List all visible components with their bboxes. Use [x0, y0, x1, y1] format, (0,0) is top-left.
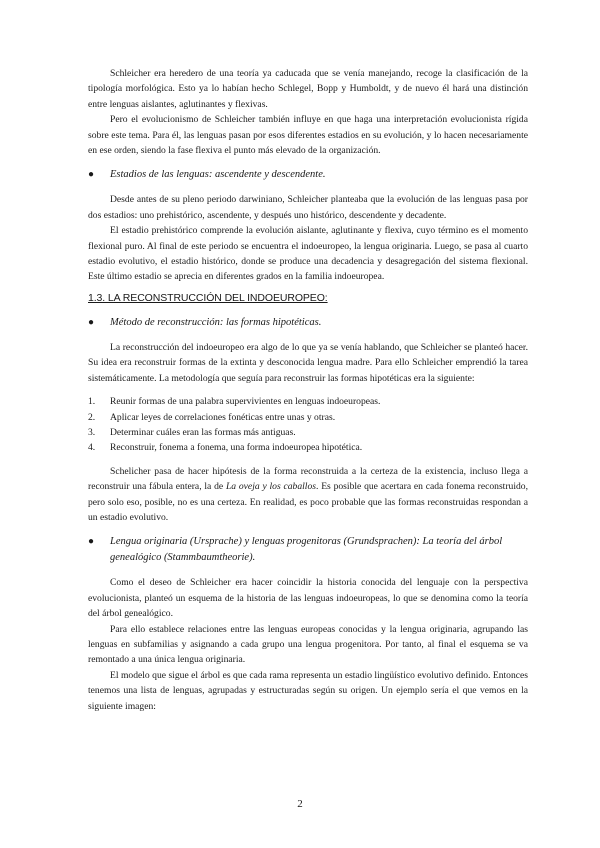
bullet-heading [88, 167, 528, 183]
bullet-heading [88, 315, 528, 331]
list-item: 3. Determinar cuáles eran las formas más antiguas. [88, 426, 296, 438]
paragraph: Pero el evolucionismo de Schleicher también influye en que haga una interpretación evolucionista rígida sobre este tema. Para él, las lenguas pasan por esos diferentes estadios en su evolución, y lo hacen necesariamente en ese orden, siendo la fase flexiva el punto más elevado de la organización. [88, 114, 528, 157]
paragraph: El estadio prehistórico comprende la evolución aislante, aglutinante y flexiva, cuyo término es el momento flexional puro. Al final de este periodo se encuentra el indoeuropeo, la lengua originaria. Luego, se pasa al cuarto estadio evolutivo, el estadio histórico, donde se produce una decadencia y desagregación del sistema flexional. Este último estadio se aprecia en diferentes grados en la familia indoeuropea. [88, 225, 528, 283]
bullet-text: Lengua originaria (Ursprache) y lenguas progenitoras (Grundsprachen): La teoría del árbol genealógico (Stammbaumtheorie). [110, 536, 503, 564]
paragraph: Schleicher era heredero de una teoría ya caducada que se venía manejando, recoge la clasificación de la tipología morfológica. Esto ya lo habían hecho Schlegel, Bopp y Humboldt, y de nuevo él hará una distinción entre lenguas aislantes, aglutinantes y flexivas. [88, 68, 528, 110]
bullet-text: Estadios de las lenguas: ascendente y descendente. [110, 169, 326, 181]
paragraph: Schelicher pasa de hacer hipótesis de la forma reconstruida a la certeza de la existencia, incluso llega a reconstruir una fábula entera, la de La oveja y los caballos. Es posible que acertara en cada fonema reconstruido, pero solo eso, posible, no es una certeza. En realidad, es poco probable que las formas reconstruidas respondan a un estadio evolutivo. [88, 465, 528, 523]
paragraph: Para ello establece relaciones entre las lenguas europeas conocidas y la lengua originaria, agrupando las lenguas en subfamilias y asignando a cada grupo una lengua progenitora. Por tanto, al final el esquema se va remontado a una única lengua originaria. [88, 623, 528, 666]
list-item: 2. Aplicar leyes de correlaciones fonéticas entre unas y otras. [88, 411, 336, 423]
bullet-dot-icon: ● [88, 316, 95, 328]
paragraph: Como el deseo de Schleicher era hacer coincidir la historia conocida del lenguaje con la perspectiva evolucionista, planteó un esquema de la historia de las lenguas indoeuropeas, lo que se denomina como la teoría del árbol genealógico. [88, 577, 528, 620]
list-item: 4. Reconstruir, fonema a fonema, una forma indoeuropea hipotética. [88, 442, 363, 454]
page-body [88, 66, 528, 714]
section-heading: 1.3. LA RECONSTRUCCIÓN DEL INDOEUROPEO: [88, 291, 328, 304]
bullet-dot-icon: ● [88, 536, 95, 548]
bullet-dot-icon: ● [88, 169, 95, 181]
paragraph: Desde antes de su pleno periodo darwiniano, Schleicher planteaba que la evolución de las lenguas pasa por dos estadios: uno prehistórico, ascendente, y después uno histórico, descendente y decadente. [88, 194, 528, 221]
paragraph: El modelo que sigue el árbol es que cada rama representa un estadio lingüístico evolutivo definido. Entonces tenemos una lista de lenguas, agrupadas y estructuradas según su origen. Un ejemplo sería el que vemos en la siguiente imagen: [88, 669, 528, 712]
list-item: 1. Reunir formas de una palabra supervivientes en lenguas indoeuropeas. [88, 396, 381, 408]
paragraph: La reconstrucción del indoeuropeo era algo de lo que ya se venía hablando, que Schleicher se planteó hacer. Su idea era reconstruir formas de la extinta y desconocida lengua madre. Para ello Schleicher emprendió la tarea sistemáticamente. La metodología que seguía para reconstruir las formas hipotéticas era la siguiente: [88, 341, 528, 384]
bullet-heading [88, 534, 528, 566]
page-number: 2 [297, 798, 303, 810]
numbered-list [88, 394, 528, 456]
bullet-text: Método de reconstrucción: las formas hipotéticas. [110, 316, 322, 328]
